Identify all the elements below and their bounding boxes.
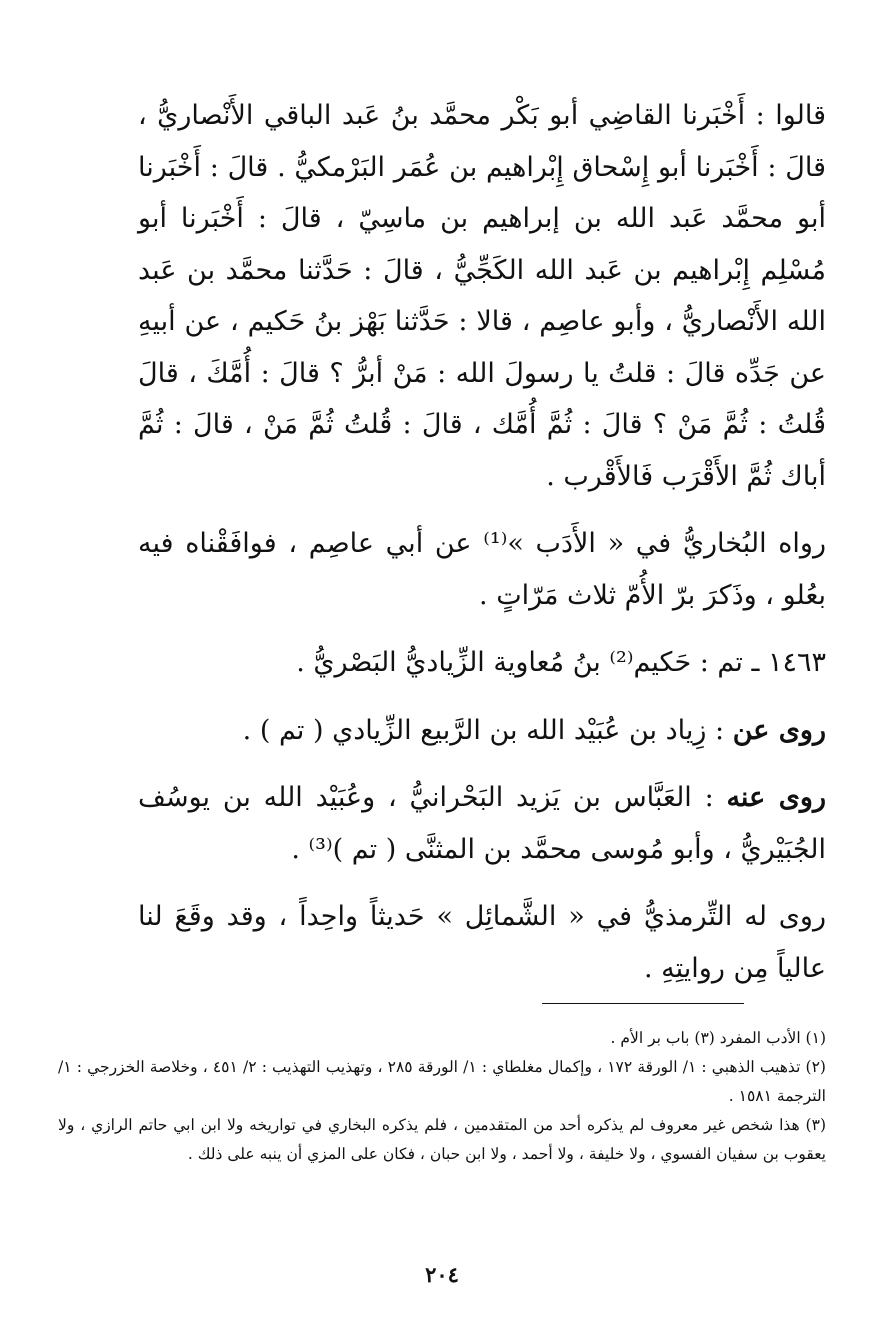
tirmidhi-paragraph: روى له التِّرمذيُّ في « الشَّمائِل » حَديثاً واحِداً ، وقد وقَعَ لنا عالياً مِن روايتِهِ .	[138, 901, 826, 984]
main-text	[138, 90, 826, 994]
footnote-divider	[542, 1003, 744, 1004]
narrated-from-lead: روى عن	[732, 714, 826, 746]
biography-heading: ١٤٦٣ ـ تم : حَكيم⁽²⁾ بنُ مُعاوية الزِّياديُّ البَصْريُّ .	[296, 647, 826, 678]
narrated-by-lead: روى عنه	[726, 782, 826, 813]
takhrij-paragraph: رواه البُخاريُّ في « الأَدَب »⁽¹⁾ عن أبي عاصِم ، فوافَقْناه فيه بعُلو ، وذَكرَ برّ الأُمّ ثلاث مَرّاتٍ .	[138, 528, 826, 611]
page-number: ٢٠٤	[425, 1262, 459, 1287]
narrated-from-paragraph	[138, 705, 826, 757]
narrated-by-paragraph	[138, 772, 826, 875]
hadith-paragraph: قالوا : أَخْبَرنا القاضِي أبو بَكْر محمَّد بنُ عَبد الباقي الأَنْصاريُّ ، قالَ : أَخْبَرنا أبو إِسْحاق إِبْراهيم بن عُمَر البَرْمكيُّ . قالَ : أَخْبَرنا أبو محمَّد عَبد الله بن إبراهيم بن ماسِيّ ، قالَ : أَخْبَرنا أبو مُسْلِم إِبْراهيم بن عَبد الله الكَجِّيُّ ، قالَ : حَدَّثنا محمَّد بن عَبد الله الأَنْصاريُّ ، وأبو عاصِم ، قالا : حَدَّثنا بَهْز بنُ حَكيم ، عن أبيهِ عن جَدِّه قالَ : قلتُ يا رسولَ الله : مَنْ أبرُّ ؟ قالَ : أُمَّكَ ، قالَ قُلتُ : ثُمَّ مَنْ ؟ قالَ : ثُمَّ أُمَّك ، قالَ : قُلتُ ثُمَّ مَنْ ، قالَ : ثُمَّ أباك ثُمَّ الأَقْرَب فَالأَقْرب .	[138, 100, 826, 492]
footnote-2: (٢) تذهيب الذهبي : ١/ الورقة ١٧٢ ، وإكمال مغلطاي : ١/ الورقة ٢٨٥ ، وتهذيب التهذيب : ٢/ ٤٥١ ، وخلاصة الخزرجي : ١/ الترجمة ١٥٨١ .	[58, 1058, 826, 1105]
narrated-by-text: : العَبَّاس بن يَزيد البَحْرانيُّ ، وعُبَيْد الله بن يوسُف الجُبَيْريُّ ، وأبو مُوسى محمَّد بن المثنَّى ( تم )⁽³⁾ .	[138, 782, 826, 865]
footnotes	[58, 1024, 826, 1169]
footnote-3: (٣) هذا شخص غير معروف لم يذكره أحد من المتقدمين ، فلم يذكره البخاري في تواريخه ولا ابن ابي حاتم الرازي ، ولا يعقوب بن سفيان الفسوي ، ولا خليفة ، ولا أحمد ، ولا ابن حبان ، فكان على المزي أن ينبه على ذلك .	[58, 1116, 826, 1163]
narrated-from-text: : زِياد بن عُبَيْد الله بن الرَّبيع الزِّيادي ( تم ) .	[242, 714, 733, 746]
footnote-1: (١) الأدب المفرد (٣) باب بر الأم .	[610, 1029, 826, 1047]
